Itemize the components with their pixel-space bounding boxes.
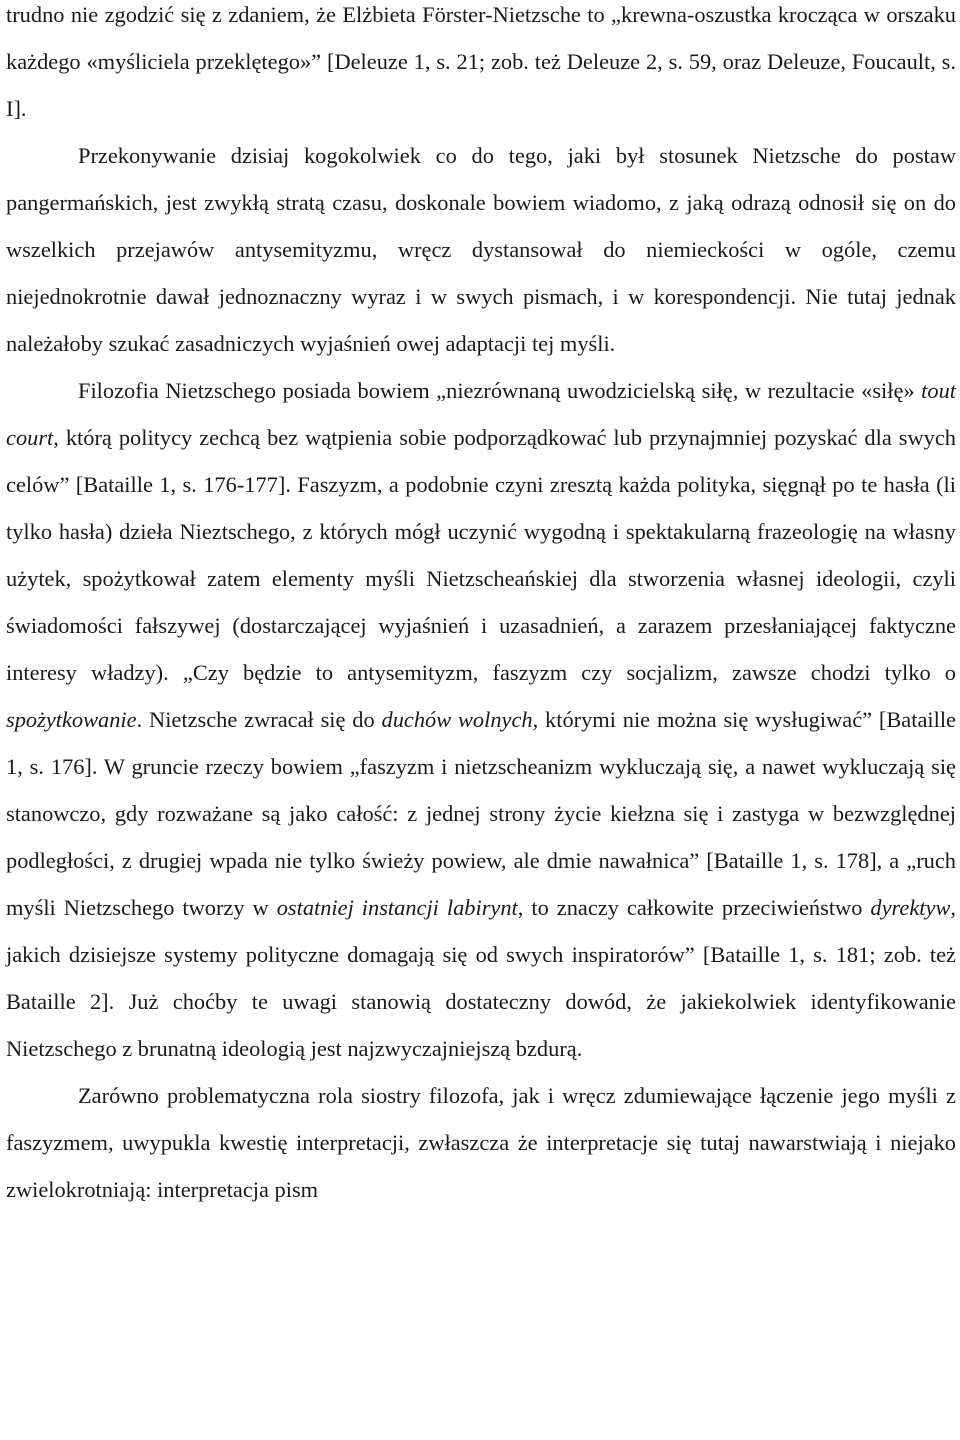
text-run: trudno nie zgodzić się z zdaniem, że Elżbieta Förster-Nietzsche to „krewna-oszustka krocząca w orszaku każdego «myśliciela przeklętego»” [Deleuze 1, s. 21; zob. też Deleuze 2, s. 59, oraz Deleuze, Foucault, s. I]. [6, 2, 956, 121]
paragraph-nietzsche-antisemitism [6, 132, 956, 367]
text-run: Przekonywanie dzisiaj kogokolwiek co do tego, jaki był stosunek Nietzsche do postaw pangermańskich, jest zwykłą stratą czasu, doskonale bowiem wiadomo, z jaką odrazą odnosił się on do wszelkich przejawów antysemityzmu, wręcz dystansował do niemieckości w ogóle, czemu niejednokrotnie dawał jednoznaczny wyraz i w swych pismach, i w korespondencji. Nie tutaj jednak należałoby szukać zasadniczych wyjaśnień owej adaptacji tej myśli. [6, 143, 956, 356]
text-run: , jakich dzisiejsze systemy polityczne domagają się od swych inspiratorów” [Bataille 1, s. 181; zob. też Bataille 2]. Już choćby te uwagi stanowią dostateczny dowód, że jakiekolwiek identyfikowanie Nietzschego z brunatną ideologią jest najzwyczajniejszą bzdurą. [6, 895, 956, 1061]
paragraph-continued [6, 0, 956, 132]
text-run: , którą politycy zechcą bez wątpienia sobie podporządkować lub przynajmniej pozyskać dla swych celów” [Bataille 1, s. 176-177]. Faszyzm, a podobnie czyni zresztą każda polityka, sięgnął po te hasła (li tylko hasła) dzieła Nieztschego, z których mógł uczynić wygodną i spektakularną frazeologię na własny użytek, spożytkował zatem elementy myśli Nietzscheańskiej dla stworzenia własnej ideologii, czyli świadomości fałszywej (dostarczającej wyjaśnień i uzasadnień, a zarazem przesłaniającej faktyczne interesy władzy). „Czy będzie to antysemityzm, faszyzm czy socjalizm, zawsze chodzi tylko o [6, 425, 956, 685]
text-run: , to znaczy całkowite przeciwieństwo [517, 895, 871, 920]
italic-text-run: ostatniej instancji labirynt [276, 895, 518, 920]
paragraph-interpretation [6, 1072, 956, 1213]
italic-text-run: duchów wolnych [381, 707, 533, 732]
italic-text-run: dyrektyw [870, 895, 951, 920]
text-run: . Nietzsche zwracał się do [136, 707, 382, 732]
text-run: , którymi nie można się wysługiwać” [Bataille 1, s. 176]. W gruncie rzeczy bowiem „faszyzm i nietzscheanizm wykluczają się, a nawet wykluczają się stanowczo, gdy rozważane są jako całość: z jednej strony życie kiełzna się i zastyga w bezwzględnej podległości, z drugiej wpada nie tylko świeży powiew, ale dmie nawałnica” [Bataille 1, s. 178], a „ruch myśli Nietzschego tworzy w [6, 707, 956, 920]
paragraph-philosophy-fascism [6, 367, 956, 1072]
italic-text-run: spożytkowanie [6, 707, 137, 732]
text-run: Filozofia Nietzschego posiada bowiem „niezrównaną uwodzicielską siłę, w rezultacie «siłę» [78, 378, 922, 403]
text-run: Zarówno problematyczna rola siostry filozofa, jak i wręcz zdumiewające łączenie jego myśli z faszyzmem, uwypukla kwestię interpretacji, zwłaszcza że interpretacje się tutaj nawarstwiają i niejako zwielokrotniają: interpretacja pism [6, 1083, 956, 1202]
italic-text-run: tout court [6, 378, 956, 450]
document-page [6, 0, 956, 1213]
